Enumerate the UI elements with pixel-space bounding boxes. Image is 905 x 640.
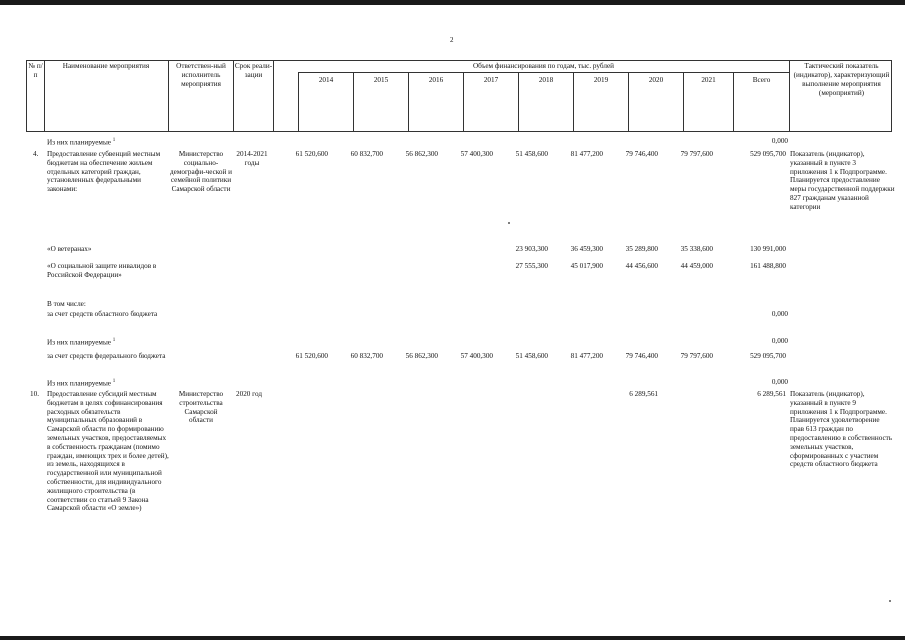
header-year: 2015 [373,76,389,84]
value-total: 6 289,561 [757,390,786,398]
planned-total: 0,000 [771,137,788,145]
planned-total: 0,000 [771,337,788,345]
law-veterans: «О ветеранах» [47,245,92,253]
value-2018: 27 555,300 [515,262,548,270]
indicator-text: Показатель (индикатор), указанный в пункте 9 приложения 1 к Подпрограмме. Планируется удовлетворение прав 613 граждан по предоставлению в собственность земельных участков, сформированных с участием средств областного бюджета [790,390,893,469]
including-label: В том числе: [47,300,86,308]
value-2014: 61 520,600 [295,352,328,360]
header-year: 2018 [538,76,554,84]
planned-label: Из них планируемые $^1$ [47,338,116,347]
scan-speck [508,222,510,224]
value-2019: 81 477,200 [570,352,603,360]
planned-label: Из них планируемые $^1$ [47,379,116,388]
indicator-text: Показатель (индикатор), указанный в пункте 3 приложения 1 к Подпрограмме. Планируется предоставление меры государственной поддержки 827 гражданам указанной категории [790,150,895,211]
value-2019: 45 017,900 [570,262,603,270]
row-number: 10. [30,390,39,398]
header-name: Наименование мероприятия [62,62,150,70]
scan-top-edge [0,0,905,5]
header-year: 2016 [428,76,444,84]
value-2021: 44 459,000 [680,262,713,270]
page-number: 2 [450,36,454,44]
value-2016: 56 862,300 [405,150,438,158]
value-2021: 79 797,600 [680,150,713,158]
value-2021: 35 338,600 [680,245,713,253]
header-year: 2017 [483,76,499,84]
value-2020: 35 289,800 [625,245,658,253]
header-year: 2021 [701,76,716,84]
header-year: 2019 [593,76,609,84]
scan-bottom-edge [0,636,905,640]
header-year: 2014 [318,76,334,84]
value-2015: 60 832,700 [350,352,383,360]
responsible-executor: Министерство социально-демографи-ческой и семейной политики Самарской области [169,150,232,194]
term: 2020 год [236,390,262,398]
value-2020: 44 456,600 [625,262,658,270]
header-num: № п/п [28,62,43,79]
value-2021: 79 797,600 [680,352,713,360]
header-finance: Объем финансирования по годам, тыс. рублей [472,62,615,70]
header-year: 2020 [648,76,664,84]
value-2015: 60 832,700 [350,150,383,158]
value-total: 130 991,000 [750,245,786,253]
value-2018: 51 458,600 [515,150,548,158]
term: 2014-2021 годы [236,150,268,167]
row-number: 4. [33,150,39,158]
value-total: 161 488,800 [750,262,786,270]
measure-name: Предоставление субсидий местным бюджетам в целях софинансирования расходных обязательств муниципальных образований в Самарской области по формированию земельных участков, предоставляемых в собственность гражданам (помимо граждан, имеющих трех и более детей), из земель, находящихся в государственной или муниципальной собственности, для индивидуального жилищного строительства (в соответствии со статьей 9 Закона Самарской области «О земле») [47,390,169,513]
planned-total: 0,000 [771,378,788,386]
header-responsible: Ответствен-ный исполнитель мероприятия [176,62,226,88]
law-invalids: «О социальной защите инвалидов в Российской Федерации» [47,262,157,279]
value-2017: 57 400,300 [460,352,493,360]
value-2018: 51 458,600 [515,352,548,360]
header-indicator: Тактический показатель (индикатор), характеризующий выполнение мероприятия (мероприятий) [793,62,890,97]
measure-name: Предоставление субвенций местным бюджетам на обеспечение жильем отдельных категорий граждан, установленных федеральными законами: [47,150,161,194]
regional-budget-total: 0,000 [771,310,788,318]
table-header [26,60,892,132]
header-total: Всего [752,76,771,84]
value-2020: 6 289,561 [629,390,658,398]
value-2017: 57 400,300 [460,150,493,158]
planned-label: Из них планируемые $^1$ [47,138,116,147]
value-2019: 81 477,200 [570,150,603,158]
value-2018: 23 903,300 [515,245,548,253]
value-2014: 61 520,600 [295,150,328,158]
value-total: 529 095,700 [750,150,786,158]
value-2019: 36 459,300 [570,245,603,253]
value-total: 529 095,700 [750,352,786,360]
scan-speck [889,600,891,602]
value-2020: 79 746,400 [625,352,658,360]
value-2016: 56 862,300 [405,352,438,360]
responsible-executor: Министерство строительства Самарской области [178,390,224,425]
value-2020: 79 746,400 [625,150,658,158]
federal-budget-label: за счет средств федерального бюджета [47,352,166,360]
regional-budget-label: за счет средств областного бюджета [47,310,158,318]
header-term: Срок реали-зации [234,62,273,79]
